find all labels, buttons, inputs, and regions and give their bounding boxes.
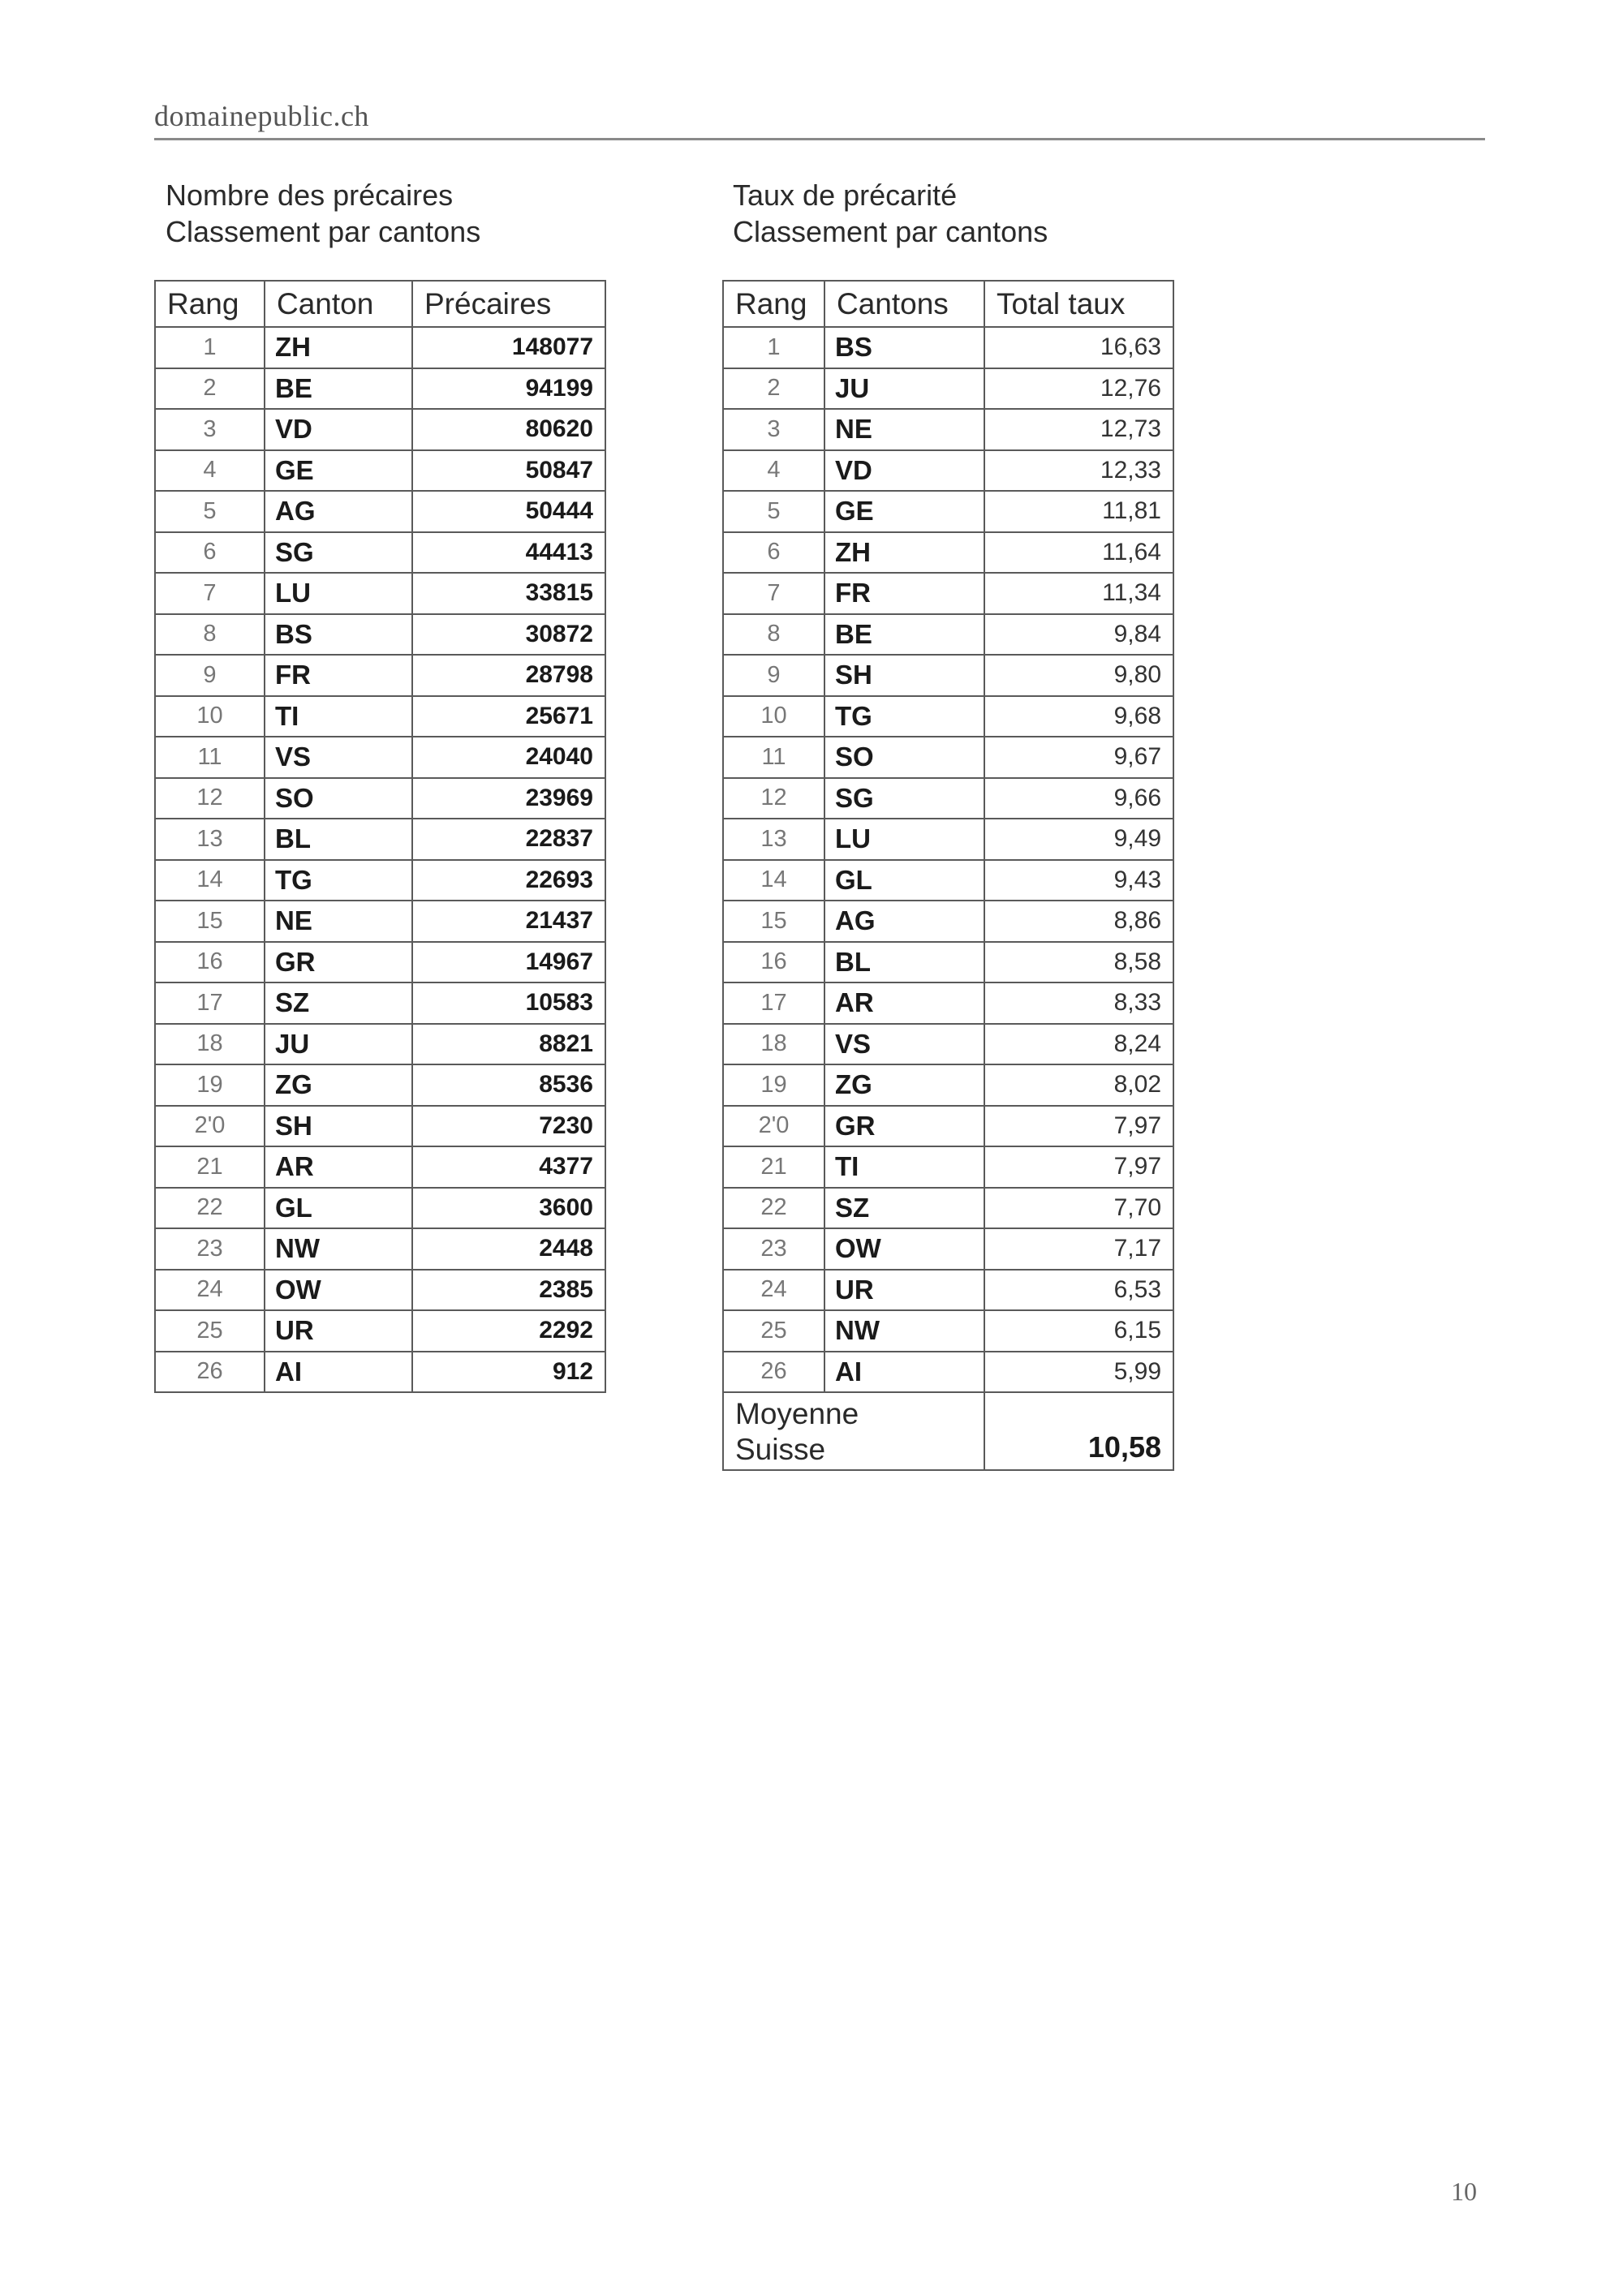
canton-cell: OW xyxy=(265,1270,412,1311)
canton-cell: OW xyxy=(824,1228,984,1270)
rank-cell: 19 xyxy=(723,1064,824,1106)
value-cell: 50847 xyxy=(412,450,605,492)
column-header-canton: Canton xyxy=(265,281,412,327)
canton-cell: SG xyxy=(265,532,412,574)
value-cell: 16,63 xyxy=(984,327,1173,368)
right-caption-line1: Taux de précarité xyxy=(733,178,958,212)
value-cell: 14967 xyxy=(412,942,605,983)
value-cell: 12,76 xyxy=(984,368,1173,410)
canton-cell: SH xyxy=(265,1106,412,1147)
value-cell: 9,67 xyxy=(984,737,1173,778)
table-row xyxy=(723,409,1173,450)
rank-cell: 6 xyxy=(155,532,265,574)
value-cell: 33815 xyxy=(412,573,605,614)
average-label-line1: Moyenne xyxy=(735,1397,859,1430)
table-row xyxy=(155,1106,605,1147)
value-cell: 24040 xyxy=(412,737,605,778)
rank-cell: 25 xyxy=(155,1310,265,1352)
rank-cell: 22 xyxy=(155,1188,265,1229)
table-row xyxy=(723,1024,1173,1065)
value-cell: 9,80 xyxy=(984,655,1173,696)
rank-cell: 9 xyxy=(155,655,265,696)
rank-cell: 11 xyxy=(723,737,824,778)
canton-cell: GE xyxy=(824,491,984,532)
rank-cell: 21 xyxy=(155,1146,265,1188)
rank-cell: 5 xyxy=(723,491,824,532)
value-cell: 2448 xyxy=(412,1228,605,1270)
value-cell: 7,70 xyxy=(984,1188,1173,1229)
value-cell: 12,33 xyxy=(984,450,1173,492)
rank-cell: 15 xyxy=(723,901,824,942)
value-cell: 9,49 xyxy=(984,819,1173,860)
table-row xyxy=(155,614,605,656)
table-row xyxy=(723,1352,1173,1393)
table-row xyxy=(723,1270,1173,1311)
value-cell: 9,84 xyxy=(984,614,1173,656)
table-row xyxy=(723,614,1173,656)
site-name: domainepublic.ch xyxy=(154,100,369,132)
rank-cell: 18 xyxy=(723,1024,824,1065)
swiss-average-row xyxy=(723,1392,1173,1470)
column-header-precaires: Précaires xyxy=(412,281,605,327)
value-cell: 22693 xyxy=(412,860,605,901)
canton-cell: SO xyxy=(265,778,412,819)
canton-cell: SH xyxy=(824,655,984,696)
canton-cell: ZH xyxy=(265,327,412,368)
value-cell: 23969 xyxy=(412,778,605,819)
canton-cell: BE xyxy=(824,614,984,656)
canton-cell: VS xyxy=(265,737,412,778)
rank-cell: 8 xyxy=(155,614,265,656)
rank-cell: 2'0 xyxy=(155,1106,265,1147)
canton-cell: AI xyxy=(824,1352,984,1393)
table-row xyxy=(155,819,605,860)
table-row xyxy=(723,1146,1173,1188)
table-header-row xyxy=(155,281,605,327)
table-row xyxy=(723,942,1173,983)
rank-cell: 24 xyxy=(723,1270,824,1311)
canton-cell: FR xyxy=(265,655,412,696)
rank-cell: 3 xyxy=(723,409,824,450)
rank-cell: 1 xyxy=(723,327,824,368)
column-header-rang: Rang xyxy=(155,281,265,327)
table-row xyxy=(723,1310,1173,1352)
canton-cell: GR xyxy=(824,1106,984,1147)
rank-cell: 26 xyxy=(723,1352,824,1393)
table-row xyxy=(723,1188,1173,1229)
canton-cell: AI xyxy=(265,1352,412,1393)
rank-cell: 21 xyxy=(723,1146,824,1188)
value-cell: 25671 xyxy=(412,696,605,737)
value-cell: 11,64 xyxy=(984,532,1173,574)
canton-cell: ZG xyxy=(824,1064,984,1106)
table-row xyxy=(155,1024,605,1065)
rank-cell: 25 xyxy=(723,1310,824,1352)
table-row xyxy=(723,532,1173,574)
value-cell: 9,66 xyxy=(984,778,1173,819)
rank-cell: 18 xyxy=(155,1024,265,1065)
table-row xyxy=(155,327,605,368)
rank-cell: 13 xyxy=(155,819,265,860)
canton-cell: AR xyxy=(824,982,984,1024)
rank-cell: 16 xyxy=(723,942,824,983)
canton-cell: UR xyxy=(265,1310,412,1352)
table-header-row xyxy=(723,281,1173,327)
rank-cell: 24 xyxy=(155,1270,265,1311)
table-row xyxy=(155,942,605,983)
value-cell: 9,68 xyxy=(984,696,1173,737)
canton-cell: GL xyxy=(824,860,984,901)
value-cell: 8536 xyxy=(412,1064,605,1106)
table-row xyxy=(155,1188,605,1229)
table-row xyxy=(155,491,605,532)
table-row xyxy=(155,655,605,696)
rank-cell: 17 xyxy=(155,982,265,1024)
value-cell: 50444 xyxy=(412,491,605,532)
canton-cell: SO xyxy=(824,737,984,778)
table-row xyxy=(155,696,605,737)
table-row xyxy=(155,1352,605,1393)
value-cell: 80620 xyxy=(412,409,605,450)
table-row xyxy=(155,860,605,901)
rank-cell: 14 xyxy=(155,860,265,901)
rank-cell: 17 xyxy=(723,982,824,1024)
value-cell: 3600 xyxy=(412,1188,605,1229)
value-cell: 8,24 xyxy=(984,1024,1173,1065)
canton-cell: VS xyxy=(824,1024,984,1065)
rank-cell: 12 xyxy=(155,778,265,819)
value-cell: 12,73 xyxy=(984,409,1173,450)
value-cell: 7,17 xyxy=(984,1228,1173,1270)
canton-cell: JU xyxy=(265,1024,412,1065)
canton-cell: AR xyxy=(265,1146,412,1188)
table-row xyxy=(723,327,1173,368)
canton-cell: BE xyxy=(265,368,412,410)
rank-cell: 22 xyxy=(723,1188,824,1229)
value-cell: 7,97 xyxy=(984,1146,1173,1188)
value-cell: 21437 xyxy=(412,901,605,942)
canton-cell: ZH xyxy=(824,532,984,574)
left-table-caption xyxy=(166,177,480,250)
value-cell: 10583 xyxy=(412,982,605,1024)
canton-cell: JU xyxy=(824,368,984,410)
table-row xyxy=(155,901,605,942)
table-row xyxy=(723,573,1173,614)
table-row xyxy=(723,778,1173,819)
canton-cell: BL xyxy=(265,819,412,860)
canton-cell: SZ xyxy=(265,982,412,1024)
canton-cell: NE xyxy=(824,409,984,450)
rank-cell: 26 xyxy=(155,1352,265,1393)
canton-cell: SG xyxy=(824,778,984,819)
value-cell: 8821 xyxy=(412,1024,605,1065)
canton-cell: VD xyxy=(265,409,412,450)
rank-cell: 1 xyxy=(155,327,265,368)
rank-cell: 16 xyxy=(155,942,265,983)
canton-cell: UR xyxy=(824,1270,984,1311)
left-caption-line2: Classement par cantons xyxy=(166,215,481,248)
rank-cell: 7 xyxy=(155,573,265,614)
precarite-rate-table xyxy=(722,280,1174,1471)
value-cell: 22837 xyxy=(412,819,605,860)
canton-cell: VD xyxy=(824,450,984,492)
rank-cell: 3 xyxy=(155,409,265,450)
table-row xyxy=(723,696,1173,737)
value-cell: 7230 xyxy=(412,1106,605,1147)
rank-cell: 23 xyxy=(155,1228,265,1270)
canton-cell: BL xyxy=(824,942,984,983)
canton-cell: LU xyxy=(824,819,984,860)
canton-cell: FR xyxy=(824,573,984,614)
table-row xyxy=(155,368,605,410)
value-cell: 6,53 xyxy=(984,1270,1173,1311)
value-cell: 11,81 xyxy=(984,491,1173,532)
rank-cell: 14 xyxy=(723,860,824,901)
canton-cell: GR xyxy=(265,942,412,983)
value-cell: 94199 xyxy=(412,368,605,410)
value-cell: 8,33 xyxy=(984,982,1173,1024)
column-header-rang: Rang xyxy=(723,281,824,327)
canton-cell: TI xyxy=(824,1146,984,1188)
canton-cell: TG xyxy=(824,696,984,737)
rank-cell: 8 xyxy=(723,614,824,656)
value-cell: 148077 xyxy=(412,327,605,368)
table-row xyxy=(155,409,605,450)
value-cell: 6,15 xyxy=(984,1310,1173,1352)
value-cell: 30872 xyxy=(412,614,605,656)
canton-cell: TG xyxy=(265,860,412,901)
table-row xyxy=(155,1310,605,1352)
table-row xyxy=(155,450,605,492)
rank-cell: 12 xyxy=(723,778,824,819)
rank-cell: 19 xyxy=(155,1064,265,1106)
table-row xyxy=(155,1228,605,1270)
page-header xyxy=(154,97,1485,140)
table-row xyxy=(723,450,1173,492)
value-cell: 7,97 xyxy=(984,1106,1173,1147)
table-row xyxy=(723,901,1173,942)
value-cell: 11,34 xyxy=(984,573,1173,614)
table-row xyxy=(723,737,1173,778)
canton-cell: ZG xyxy=(265,1064,412,1106)
canton-cell: GE xyxy=(265,450,412,492)
left-caption-line1: Nombre des précaires xyxy=(166,178,454,212)
value-cell: 2292 xyxy=(412,1310,605,1352)
value-cell: 2385 xyxy=(412,1270,605,1311)
table-row xyxy=(723,1064,1173,1106)
column-header-total-taux: Total taux xyxy=(984,281,1173,327)
table-row xyxy=(155,737,605,778)
table-row xyxy=(723,860,1173,901)
rank-cell: 7 xyxy=(723,573,824,614)
canton-cell: BS xyxy=(265,614,412,656)
value-cell: 44413 xyxy=(412,532,605,574)
swiss-average-label xyxy=(723,1392,984,1470)
table-row xyxy=(155,1064,605,1106)
rank-cell: 9 xyxy=(723,655,824,696)
rank-cell: 23 xyxy=(723,1228,824,1270)
table-row xyxy=(723,655,1173,696)
canton-cell: NE xyxy=(265,901,412,942)
value-cell: 8,58 xyxy=(984,942,1173,983)
rank-cell: 4 xyxy=(155,450,265,492)
canton-cell: NW xyxy=(265,1228,412,1270)
value-cell: 8,02 xyxy=(984,1064,1173,1106)
rank-cell: 13 xyxy=(723,819,824,860)
rank-cell: 2 xyxy=(155,368,265,410)
table-row xyxy=(723,368,1173,410)
rank-cell: 2 xyxy=(723,368,824,410)
swiss-average-value: 10,58 xyxy=(984,1392,1173,1470)
rank-cell: 6 xyxy=(723,532,824,574)
table-row xyxy=(155,778,605,819)
table-row xyxy=(723,819,1173,860)
value-cell: 28798 xyxy=(412,655,605,696)
rank-cell: 5 xyxy=(155,491,265,532)
table-row xyxy=(155,1146,605,1188)
rank-cell: 4 xyxy=(723,450,824,492)
right-caption-line2: Classement par cantons xyxy=(733,215,1048,248)
right-table-caption xyxy=(733,177,1048,250)
rank-cell: 15 xyxy=(155,901,265,942)
canton-cell: AG xyxy=(265,491,412,532)
canton-cell: SZ xyxy=(824,1188,984,1229)
average-label-line2: Suisse xyxy=(735,1433,826,1466)
value-cell: 9,43 xyxy=(984,860,1173,901)
value-cell: 5,99 xyxy=(984,1352,1173,1393)
canton-cell: NW xyxy=(824,1310,984,1352)
value-cell: 912 xyxy=(412,1352,605,1393)
table-row xyxy=(723,491,1173,532)
table-row xyxy=(155,573,605,614)
value-cell: 8,86 xyxy=(984,901,1173,942)
canton-cell: LU xyxy=(265,573,412,614)
canton-cell: AG xyxy=(824,901,984,942)
rank-cell: 11 xyxy=(155,737,265,778)
precaires-count-table xyxy=(154,280,606,1393)
table-row xyxy=(155,1270,605,1311)
table-row xyxy=(155,532,605,574)
rank-cell: 2'0 xyxy=(723,1106,824,1147)
table-row xyxy=(723,1228,1173,1270)
table-row xyxy=(723,1106,1173,1147)
rank-cell: 10 xyxy=(155,696,265,737)
column-header-cantons: Cantons xyxy=(824,281,984,327)
canton-cell: TI xyxy=(265,696,412,737)
canton-cell: GL xyxy=(265,1188,412,1229)
canton-cell: BS xyxy=(824,327,984,368)
page-number: 10 xyxy=(1451,2177,1477,2206)
rank-cell: 10 xyxy=(723,696,824,737)
value-cell: 4377 xyxy=(412,1146,605,1188)
table-row xyxy=(723,982,1173,1024)
table-row xyxy=(155,982,605,1024)
